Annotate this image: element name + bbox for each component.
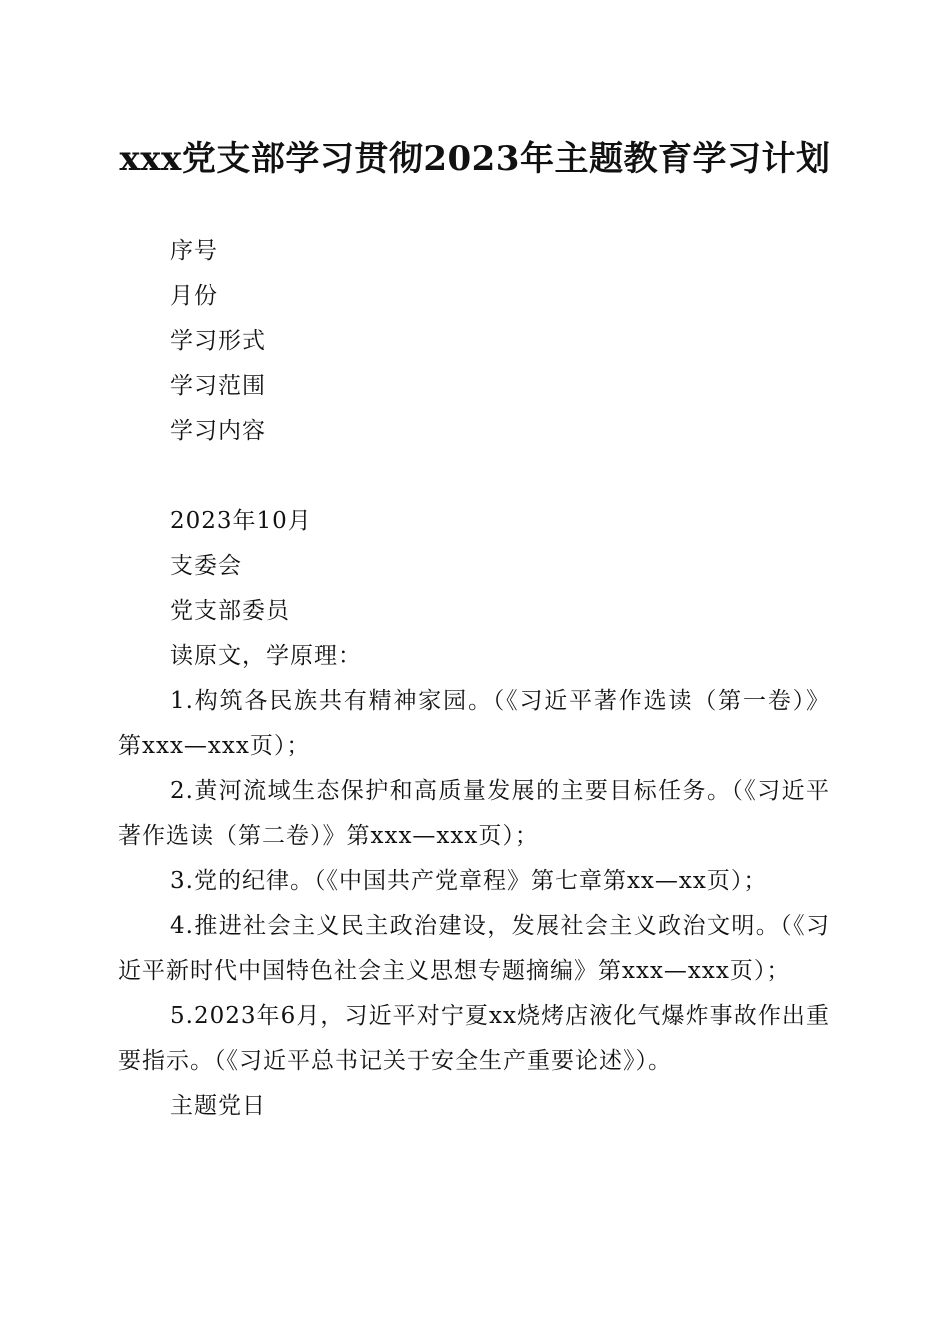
document-body	[118, 229, 830, 1129]
form-value: 支委会	[170, 553, 242, 579]
header-field-serial: 序号	[170, 238, 218, 264]
document-title: xxx党支部学习贯彻2023年主题教育学习计划	[119, 139, 831, 179]
next-form-value: 主题党日	[170, 1093, 266, 1119]
scope-value: 党支部委员	[170, 598, 290, 624]
content-item-1: 1.构筑各民族共有精神家园。（《习近平著作选读（第一卷）》第xxx—xxx页）；	[118, 688, 830, 759]
content-item-4: 4.推进社会主义民主政治建设，发展社会主义政治文明。（《习近平新时代中国特色社会主义思想专题摘编》第xxx—xxx页）；	[118, 913, 830, 984]
content-item-2: 2.黄河流域生态保护和高质量发展的主要目标任务。（《习近平著作选读（第二卷）》第xxx—xxx页）；	[118, 778, 830, 849]
header-field-form: 学习形式	[170, 328, 266, 354]
content-intro: 读原文，学原理：	[170, 643, 362, 669]
content-item-3: 3.党的纪律。（《中国共产党章程》第七章第xx—xx页）；	[170, 868, 768, 894]
content-item-5: 5.2023年6月，习近平对宁夏xx烧烤店液化气爆炸事故作出重要指示。（《习近平总书记关于安全生产重要论述》）。	[118, 1003, 830, 1074]
header-field-month: 月份	[170, 283, 218, 309]
header-field-content: 学习内容	[170, 418, 266, 444]
header-field-scope: 学习范围	[170, 373, 266, 399]
month-value: 2023年10月	[170, 508, 312, 534]
blank-line	[118, 454, 830, 499]
